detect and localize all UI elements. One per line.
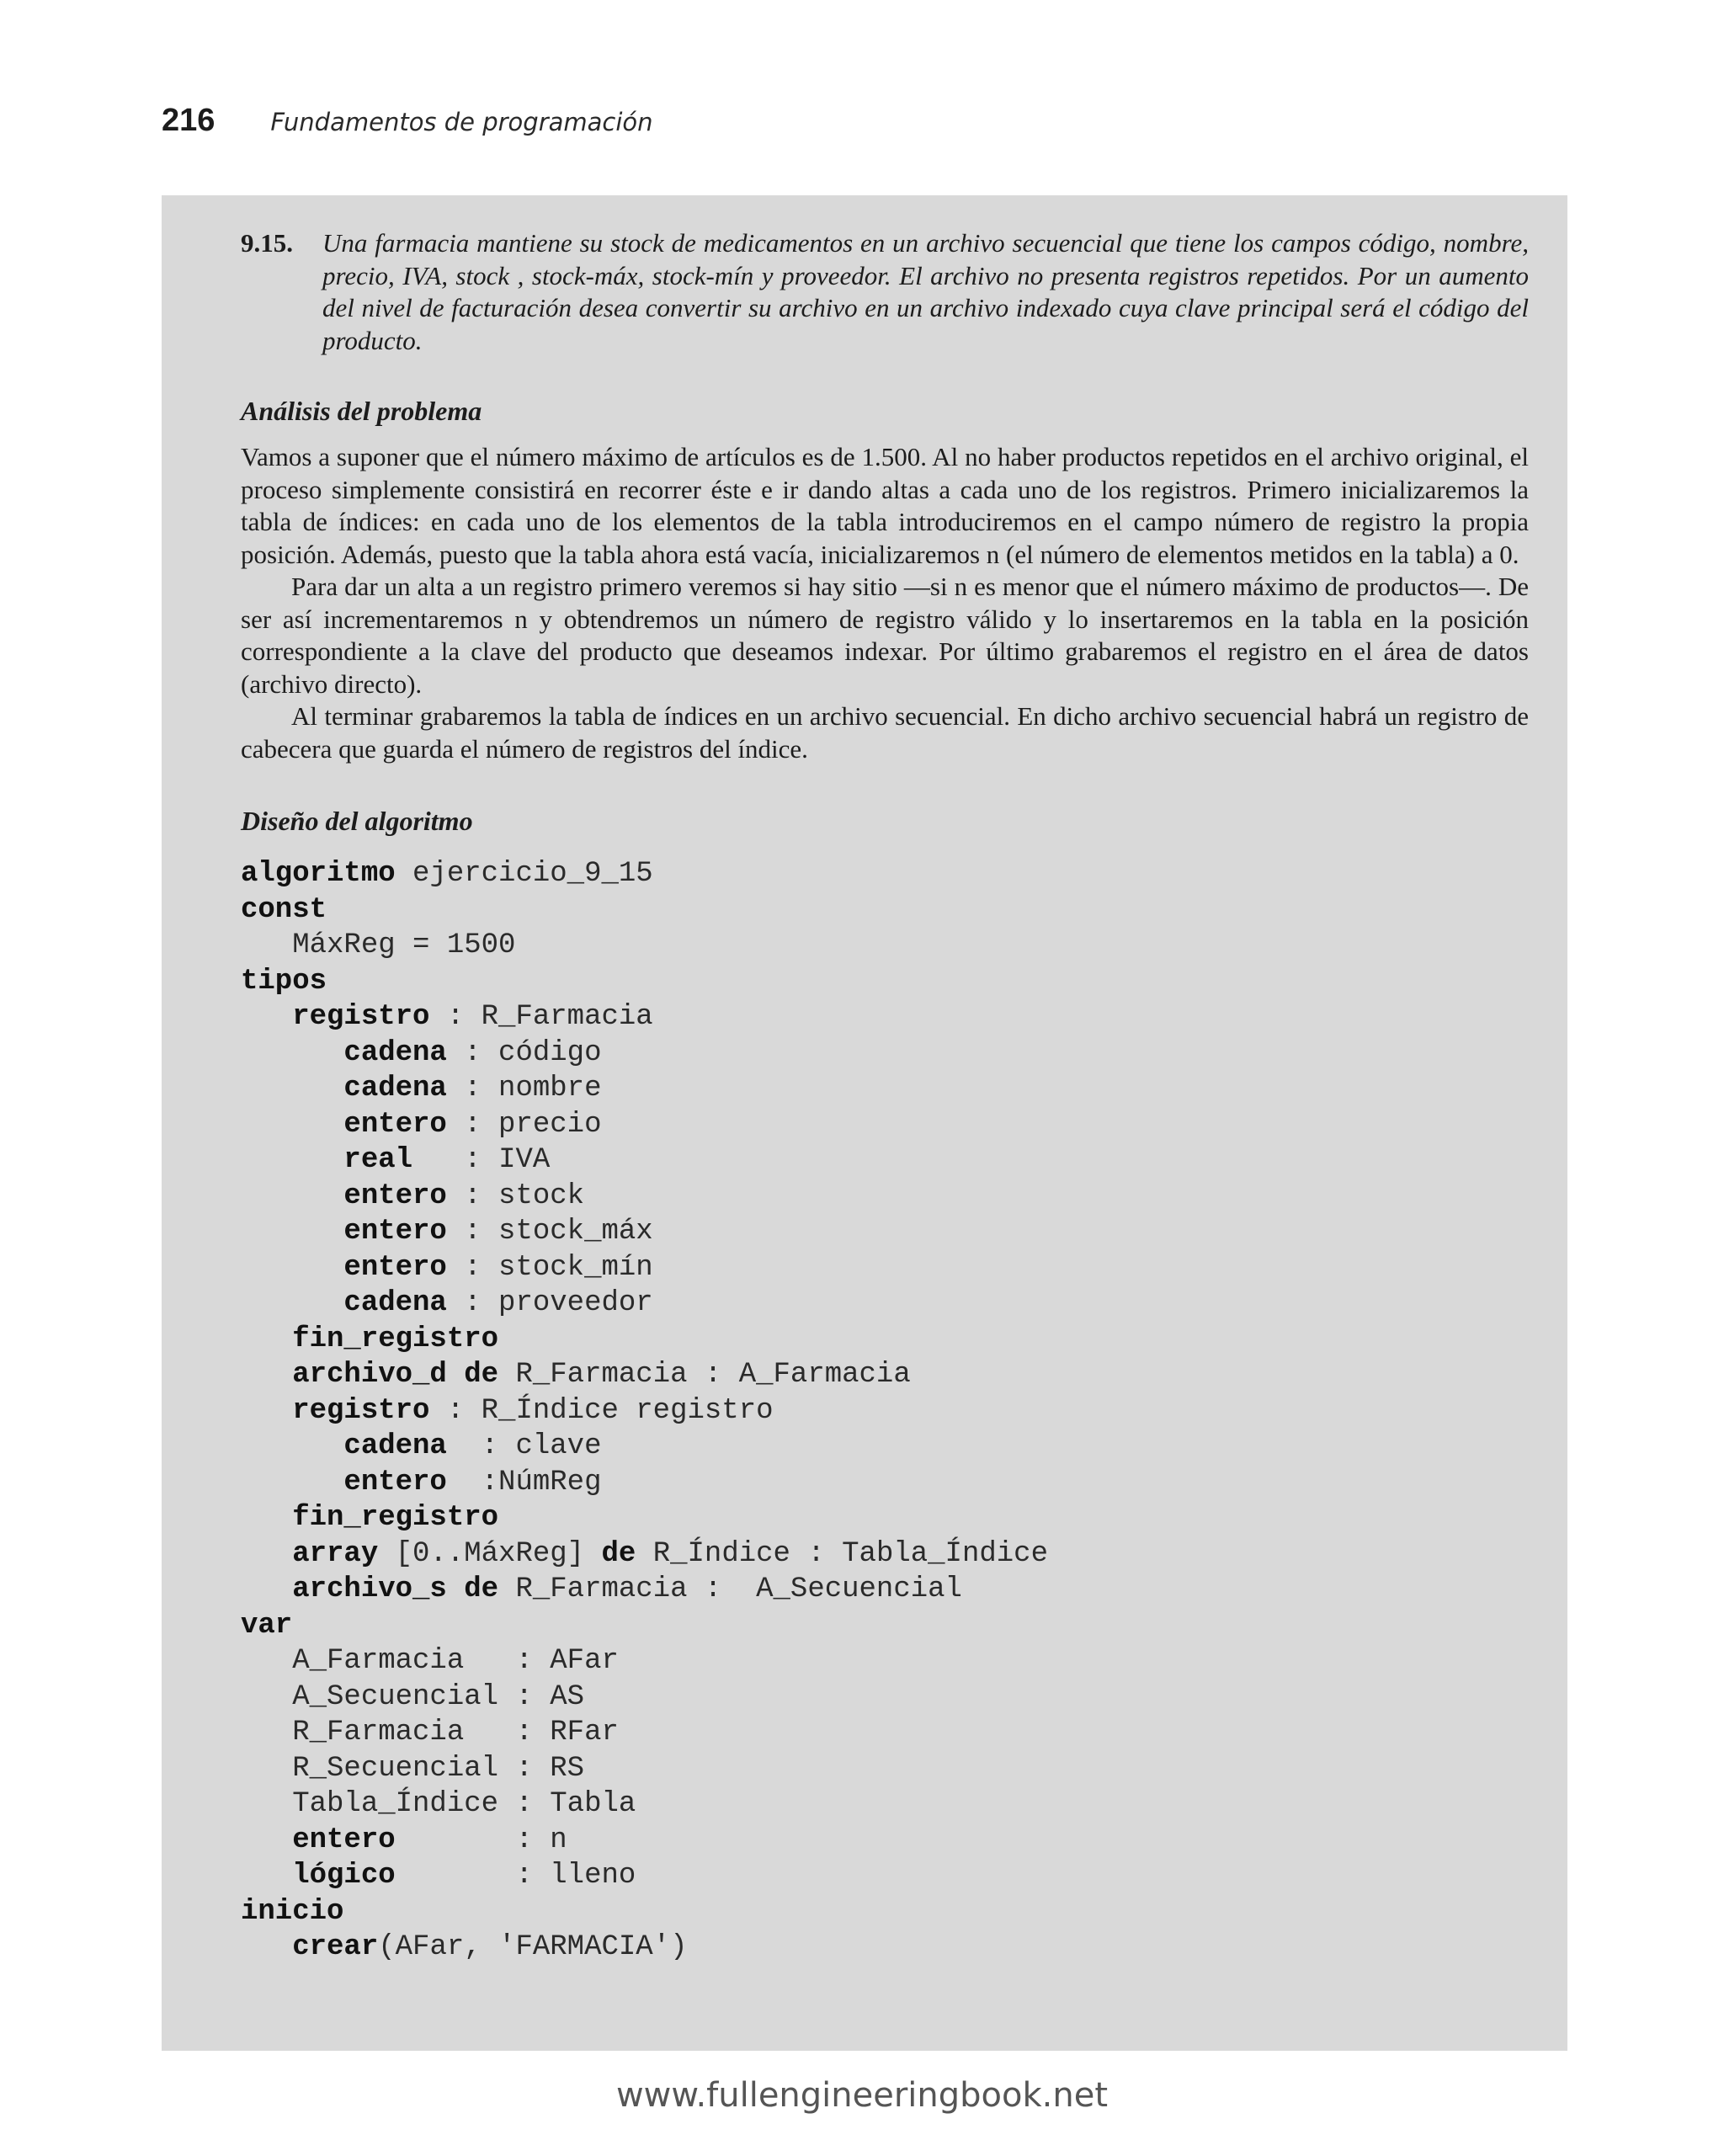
exercise-number: 9.15. (241, 228, 293, 258)
code-keyword: tipos (241, 965, 327, 998)
code-text: [0..MáxReg] (378, 1537, 602, 1570)
code-keyword: archivo_s de (241, 1573, 499, 1605)
code-text: : n (395, 1823, 567, 1856)
code-keyword: entero (241, 1251, 447, 1284)
code-keyword: entero (241, 1466, 447, 1499)
code-text: : lleno (395, 1860, 636, 1892)
code-text: : clave (446, 1430, 602, 1462)
code-line (241, 1894, 1529, 1930)
code-line (241, 1572, 1529, 1608)
code-line (241, 1322, 1529, 1358)
analysis-paragraph: Vamos a suponer que el número máximo de artículos es de 1.500. Al no haber productos repetidos en el archivo original, el proceso simplemente consistirá en recorrer éste e ir dando altas a cada uno de los registros. Primero inicializaremos la tabla de índices: en cada uno de los elementos de la tabla introduciremos en el campo número de registro la propia posición. Además, puesto que la tabla ahora está vacía, inicializaremos n (el número de elementos metidos en la tabla) a 0. (241, 442, 1529, 569)
code-keyword: registro (241, 1001, 430, 1033)
code-text: (AFar, 'FARMACIA') (378, 1931, 688, 1963)
page-number: 216 (162, 103, 216, 138)
code-line (241, 1071, 1529, 1107)
code-line (241, 1465, 1529, 1501)
code-text: Tabla_Índice : Tabla (241, 1788, 636, 1820)
code-text: : IVA (412, 1144, 551, 1176)
code-text: MáxReg = 1500 (241, 929, 516, 961)
code-line (241, 1858, 1529, 1894)
code-line (241, 1608, 1529, 1644)
code-text: R_Farmacia : A_Farmacia (498, 1359, 911, 1391)
code-text: : proveedor (446, 1287, 653, 1319)
code-line (241, 1536, 1529, 1573)
code-keyword: lógico (241, 1860, 396, 1892)
code-line (241, 856, 1529, 892)
code-text: A_Secuencial : AS (241, 1680, 585, 1713)
code-line (241, 1429, 1529, 1465)
code-line (241, 1751, 1529, 1787)
code-text: ejercicio_9_15 (395, 858, 653, 890)
exercise-statement (241, 227, 1529, 357)
code-text: R_Farmacia : RFar (241, 1717, 619, 1749)
code-keyword: entero (241, 1823, 396, 1856)
code-line (241, 1786, 1529, 1823)
code-text: : código (446, 1036, 602, 1069)
code-line (241, 928, 1529, 964)
code-text: : stock_mín (446, 1251, 653, 1284)
exercise-content (241, 227, 1529, 1966)
code-line (241, 1823, 1529, 1859)
code-text: : stock (446, 1179, 585, 1212)
code-text: :NúmReg (446, 1466, 602, 1499)
analysis-body (241, 441, 1529, 765)
code-line (241, 1179, 1529, 1215)
code-keyword: cadena (241, 1036, 447, 1069)
code-text: R_Farmacia : A_Secuencial (498, 1573, 962, 1605)
code-line (241, 964, 1529, 1000)
exercise-text: Una farmacia mantiene su stock de medicamentos en un archivo secuencial que tiene los campos código, nombre, precio, IVA, stock , stock-máx, stock-mín y proveedor. El archivo no presenta registros repetidos. Por un aumento del nivel de facturación desea convertir su archivo en un archivo indexado cuya clave principal será el código del producto. (322, 228, 1529, 355)
code-keyword: inicio (241, 1895, 344, 1928)
code-line (241, 1035, 1529, 1072)
code-keyword: crear (241, 1931, 379, 1963)
code-keyword: cadena (241, 1287, 447, 1319)
code-line (241, 1286, 1529, 1322)
analysis-paragraph: Para dar un alta a un registro primero veremos si hay sitio —si n es menor que el número máximo de productos—. De ser así incrementaremos n y obtendremos un número de registro válido y lo insertaremos en la tabla en la posición correspondiente a la clave del producto que deseamos indexar. Por último grabaremos el registro en el área de datos (archivo directo). (241, 572, 1529, 699)
code-keyword: entero (241, 1216, 447, 1248)
footer-url: www.fullengineeringbook.net (615, 2076, 1109, 2115)
code-line (241, 1357, 1529, 1393)
code-text: : precio (446, 1108, 602, 1141)
code-line (241, 1107, 1529, 1143)
code-keyword: de (601, 1537, 636, 1570)
code-line (241, 1142, 1529, 1179)
code-text: : R_Índice registro (429, 1394, 774, 1427)
analysis-heading: Análisis del problema (241, 396, 482, 426)
code-keyword: algoritmo (241, 858, 396, 890)
code-text: : R_Farmacia (429, 1001, 653, 1033)
code-line (241, 999, 1529, 1035)
code-keyword: fin_registro (241, 1502, 499, 1534)
code-line (241, 1500, 1529, 1536)
running-title: Fundamentos de programación (270, 108, 653, 136)
code-text: A_Farmacia : AFar (241, 1645, 619, 1677)
code-keyword: array (241, 1537, 379, 1570)
code-keyword: const (241, 893, 327, 926)
code-text: R_Secuencial : RS (241, 1752, 585, 1785)
code-text: R_Índice : Tabla_Índice (636, 1537, 1048, 1570)
code-line (241, 1393, 1529, 1429)
design-heading: Diseño del algoritmo (241, 806, 473, 836)
code-keyword: entero (241, 1179, 447, 1212)
code-line (241, 1214, 1529, 1250)
code-line (241, 1715, 1529, 1751)
code-keyword: archivo_d de (241, 1359, 499, 1391)
code-keyword: fin_registro (241, 1323, 499, 1355)
code-line (241, 892, 1529, 929)
code-keyword: var (241, 1609, 293, 1642)
code-keyword: cadena (241, 1073, 447, 1105)
analysis-paragraph: Al terminar grabaremos la tabla de índices en un archivo secuencial. En dicho archivo secuencial habrá un registro de cabecera que guarda el número de registros del índice. (241, 701, 1529, 764)
code-text: : nombre (446, 1073, 602, 1105)
code-line (241, 1250, 1529, 1286)
code-keyword: registro (241, 1394, 430, 1427)
code-keyword: cadena (241, 1430, 447, 1462)
code-line (241, 1930, 1529, 1966)
code-keyword: real (241, 1144, 413, 1176)
code-line (241, 1643, 1529, 1680)
algorithm-code (241, 856, 1529, 1966)
code-text: : stock_máx (446, 1216, 653, 1248)
code-line (241, 1680, 1529, 1716)
code-keyword: entero (241, 1108, 447, 1141)
page-header (162, 103, 653, 153)
